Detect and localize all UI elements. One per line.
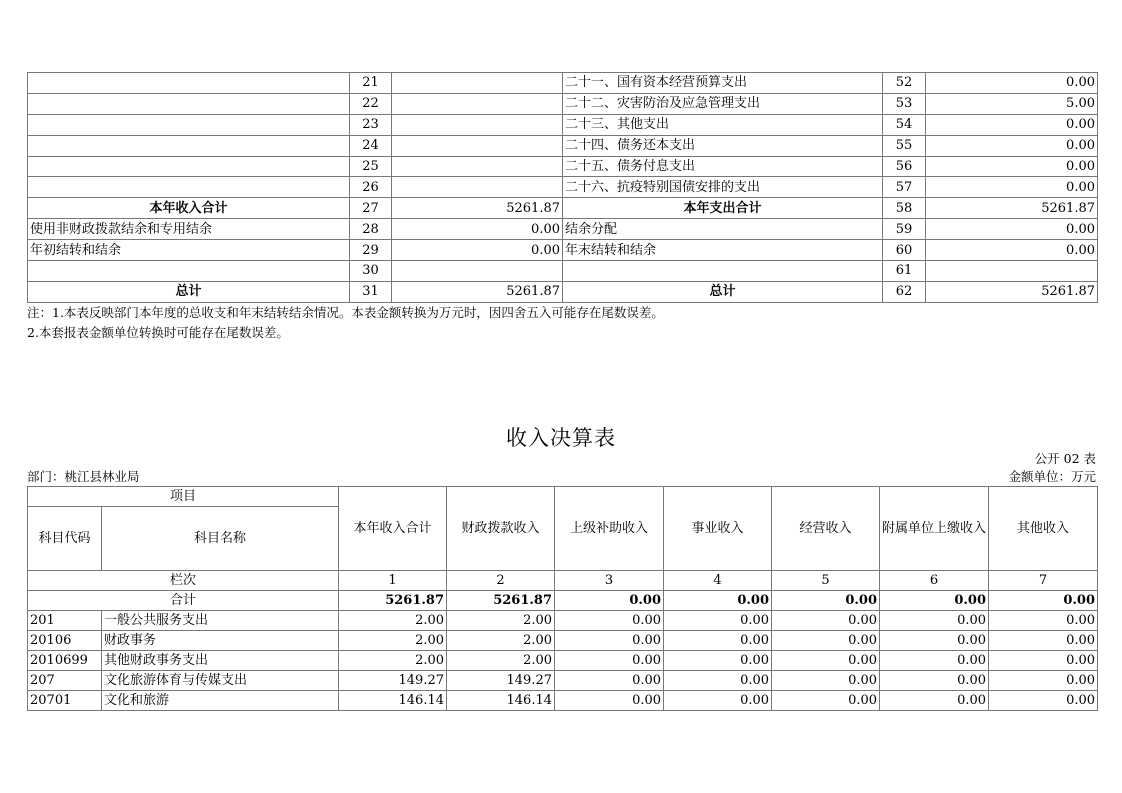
- subject-name: 一般公共服务支出: [102, 611, 339, 631]
- right-label: 本年支出合计: [563, 198, 883, 219]
- right-line-no: 55: [883, 135, 926, 156]
- amount-cell: 0.00: [772, 691, 880, 711]
- right-amount: 5261.87: [926, 281, 1098, 302]
- left-line-no: 30: [350, 261, 392, 282]
- total-value: 5261.87: [339, 591, 447, 611]
- col-header-4: 事业收入: [664, 487, 772, 571]
- subject-name: 文化旅游体育与传媒支出: [102, 671, 339, 691]
- note-line-2: 2.本套报表金额单位转换时可能存在尾数误差。: [27, 325, 289, 340]
- total-label: 合计: [28, 591, 339, 611]
- left-amount: 5261.87: [392, 281, 563, 302]
- right-line-no: 52: [883, 73, 926, 94]
- left-label: [28, 177, 350, 198]
- notes: [27, 303, 664, 343]
- right-amount: [926, 261, 1098, 282]
- table-row: [28, 611, 1098, 631]
- header-item: 项目: [28, 487, 339, 507]
- right-label: 年末结转和结余: [563, 240, 883, 261]
- left-label: [28, 135, 350, 156]
- table-row: [28, 135, 1098, 156]
- right-label: 二十六、抗疫特别国债安排的支出: [563, 177, 883, 198]
- total-value: 0.00: [664, 591, 772, 611]
- subject-name: 其他财政事务支出: [102, 651, 339, 671]
- table-row: [28, 177, 1098, 198]
- left-line-no: 31: [350, 281, 392, 302]
- right-label: 二十五、债务付息支出: [563, 156, 883, 177]
- right-label: 二十三、其他支出: [563, 114, 883, 135]
- left-label: 总计: [28, 281, 350, 302]
- note-line-1: 注：1.本表反映部门本年度的总收支和年末结转结余情况。本表金额转换为万元时，因四舍五入可能存在尾数误差。: [27, 305, 664, 320]
- left-amount: 5261.87: [392, 198, 563, 219]
- column-number-row: [28, 571, 1098, 591]
- table-row: [28, 219, 1098, 240]
- subject-code: 201: [28, 611, 102, 631]
- total-value: 0.00: [989, 591, 1098, 611]
- right-label: 总计: [563, 281, 883, 302]
- amount-cell: 0.00: [664, 651, 772, 671]
- amount-cell: 0.00: [880, 631, 989, 651]
- amount-cell: 0.00: [664, 631, 772, 651]
- right-amount: 0.00: [926, 219, 1098, 240]
- right-amount: 5.00: [926, 93, 1098, 114]
- amount-cell: 0.00: [772, 631, 880, 651]
- right-label: 二十二、灾害防治及应急管理支出: [563, 93, 883, 114]
- col-header-1: 本年收入合计: [339, 487, 447, 571]
- column-row-label: 栏次: [28, 571, 339, 591]
- left-amount: 0.00: [392, 240, 563, 261]
- col-header-2: 财政拨款收入: [447, 487, 555, 571]
- right-line-no: 62: [883, 281, 926, 302]
- amount-unit-label: 金额单位：万元: [1008, 469, 1096, 484]
- amount-cell: 0.00: [772, 611, 880, 631]
- total-value: 0.00: [772, 591, 880, 611]
- right-line-no: 60: [883, 240, 926, 261]
- table-row: [28, 73, 1098, 94]
- table-number: 公开 02 表: [1034, 451, 1096, 466]
- header-name: 科目名称: [102, 507, 339, 571]
- right-amount: 5261.87: [926, 198, 1098, 219]
- amount-cell: 0.00: [989, 631, 1098, 651]
- left-amount: [392, 135, 563, 156]
- left-label: 本年收入合计: [28, 198, 350, 219]
- amount-cell: 0.00: [772, 651, 880, 671]
- table-row: [28, 631, 1098, 651]
- left-label: 使用非财政拨款结余和专用结余: [28, 219, 350, 240]
- left-line-no: 24: [350, 135, 392, 156]
- right-line-no: 53: [883, 93, 926, 114]
- amount-cell: 2.00: [447, 651, 555, 671]
- total-value: 5261.87: [447, 591, 555, 611]
- table-row: [28, 156, 1098, 177]
- table-row: [28, 651, 1098, 671]
- right-label: 二十一、国有资本经营预算支出: [563, 73, 883, 94]
- left-label: [28, 114, 350, 135]
- amount-cell: 0.00: [555, 651, 664, 671]
- right-label: [563, 261, 883, 282]
- summary-table: [27, 72, 1098, 303]
- column-number: 7: [989, 571, 1098, 591]
- right-line-no: 57: [883, 177, 926, 198]
- amount-cell: 0.00: [880, 691, 989, 711]
- right-amount: 0.00: [926, 156, 1098, 177]
- column-number: 1: [339, 571, 447, 591]
- left-line-no: 27: [350, 198, 392, 219]
- amount-cell: 0.00: [880, 671, 989, 691]
- left-line-no: 23: [350, 114, 392, 135]
- table-row: [28, 671, 1098, 691]
- amount-cell: 0.00: [880, 611, 989, 631]
- left-line-no: 21: [350, 73, 392, 94]
- table-row: [28, 261, 1098, 282]
- left-amount: 0.00: [392, 219, 563, 240]
- col-header-3: 上级补助收入: [555, 487, 664, 571]
- amount-cell: 0.00: [555, 631, 664, 651]
- left-line-no: 22: [350, 93, 392, 114]
- amount-cell: 0.00: [989, 651, 1098, 671]
- left-amount: [392, 73, 563, 94]
- total-row: [28, 591, 1098, 611]
- amount-cell: 149.27: [447, 671, 555, 691]
- right-line-no: 56: [883, 156, 926, 177]
- subject-code: 2010699: [28, 651, 102, 671]
- table-row: [28, 93, 1098, 114]
- amount-cell: 2.00: [339, 611, 447, 631]
- table-row: [28, 281, 1098, 302]
- left-label: [28, 156, 350, 177]
- left-label: 年初结转和结余: [28, 240, 350, 261]
- amount-cell: 149.27: [339, 671, 447, 691]
- subject-code: 20701: [28, 691, 102, 711]
- right-label: 二十四、债务还本支出: [563, 135, 883, 156]
- subject-name: 财政事务: [102, 631, 339, 651]
- col-header-5: 经营收入: [772, 487, 880, 571]
- left-label: [28, 93, 350, 114]
- table-row: [28, 114, 1098, 135]
- left-line-no: 25: [350, 156, 392, 177]
- amount-cell: 0.00: [664, 691, 772, 711]
- left-amount: [392, 114, 563, 135]
- amount-cell: 2.00: [447, 611, 555, 631]
- table-row: [28, 198, 1098, 219]
- amount-cell: 0.00: [989, 671, 1098, 691]
- col-header-7: 其他收入: [989, 487, 1098, 571]
- right-amount: 0.00: [926, 73, 1098, 94]
- subject-name: 文化和旅游: [102, 691, 339, 711]
- right-amount: 0.00: [926, 114, 1098, 135]
- left-line-no: 26: [350, 177, 392, 198]
- department-label: 部门：桃江县林业局: [27, 469, 140, 484]
- page-title: 收入决算表: [506, 426, 616, 450]
- total-value: 0.00: [880, 591, 989, 611]
- amount-cell: 0.00: [664, 611, 772, 631]
- amount-cell: 0.00: [555, 671, 664, 691]
- left-label: [28, 73, 350, 94]
- amount-cell: 2.00: [339, 651, 447, 671]
- subject-code: 20106: [28, 631, 102, 651]
- amount-cell: 0.00: [989, 611, 1098, 631]
- left-amount: [392, 93, 563, 114]
- right-line-no: 61: [883, 261, 926, 282]
- right-line-no: 59: [883, 219, 926, 240]
- col-header-6: 附属单位上缴收入: [880, 487, 989, 571]
- left-line-no: 29: [350, 240, 392, 261]
- amount-cell: 0.00: [772, 671, 880, 691]
- amount-cell: 0.00: [555, 611, 664, 631]
- left-line-no: 28: [350, 219, 392, 240]
- left-amount: [392, 156, 563, 177]
- column-number: 5: [772, 571, 880, 591]
- header-code: 科目代码: [28, 507, 102, 571]
- column-number: 2: [447, 571, 555, 591]
- column-number: 4: [664, 571, 772, 591]
- subject-code: 207: [28, 671, 102, 691]
- right-amount: 0.00: [926, 135, 1098, 156]
- table-row: [28, 240, 1098, 261]
- right-line-no: 54: [883, 114, 926, 135]
- amount-cell: 2.00: [447, 631, 555, 651]
- amount-cell: 0.00: [664, 671, 772, 691]
- right-line-no: 58: [883, 198, 926, 219]
- amount-cell: 146.14: [447, 691, 555, 711]
- amount-cell: 146.14: [339, 691, 447, 711]
- amount-cell: 0.00: [989, 691, 1098, 711]
- left-amount: [392, 261, 563, 282]
- right-amount: 0.00: [926, 240, 1098, 261]
- amount-cell: 0.00: [880, 651, 989, 671]
- left-label: [28, 261, 350, 282]
- left-amount: [392, 177, 563, 198]
- amount-cell: 0.00: [555, 691, 664, 711]
- right-label: 结余分配: [563, 219, 883, 240]
- column-number: 6: [880, 571, 989, 591]
- income-table: [27, 486, 1098, 711]
- total-value: 0.00: [555, 591, 664, 611]
- table-row: [28, 691, 1098, 711]
- amount-cell: 2.00: [339, 631, 447, 651]
- column-number: 3: [555, 571, 664, 591]
- right-amount: 0.00: [926, 177, 1098, 198]
